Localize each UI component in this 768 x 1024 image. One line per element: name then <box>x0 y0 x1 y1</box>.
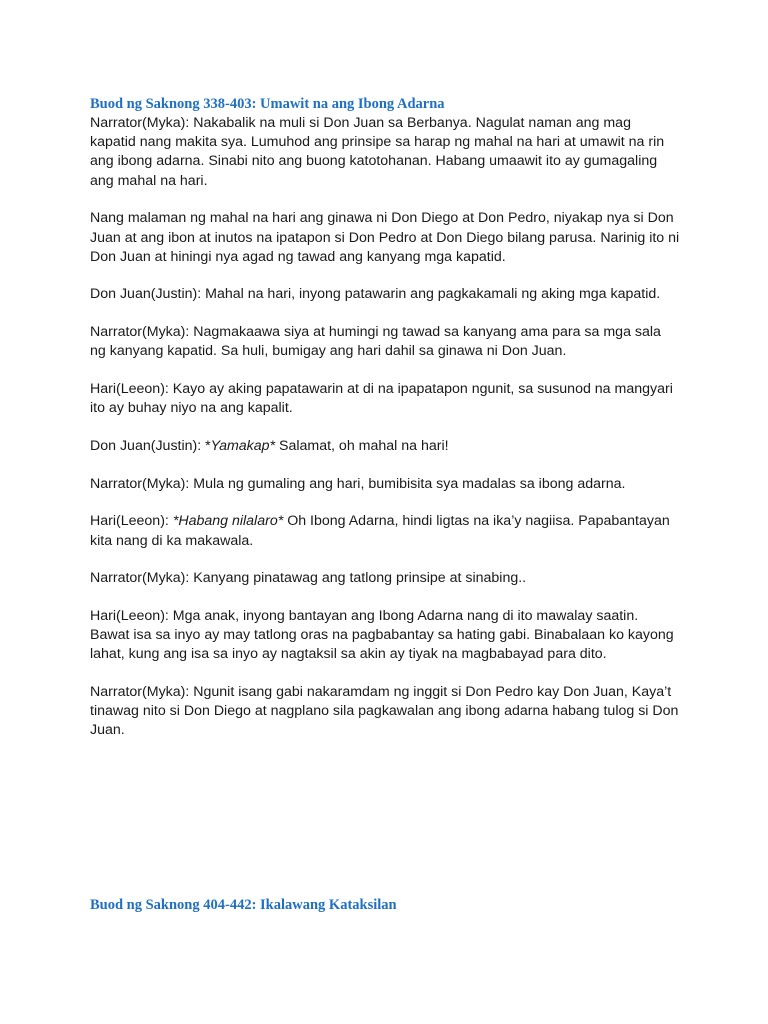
paragraph-8 <box>90 512 680 550</box>
paragraph-5: Hari(Leeon): Kayo ay aking papatawarin at di na ipapatapon ngunit, sa susunod na mangyari ito ay buhay niyo na ang kapalit. <box>90 381 673 417</box>
paragraph-8-prefix: Hari(Leeon): <box>90 513 173 530</box>
paragraph-1: Narrator(Myka): Nakabalik na muli si Don Juan sa Berbanya. Nagulat naman ang mag kapatid nang makita sya. Lumuhod ang prinsipe sa harap ng mahal na hari at umawit na rin ang ibong adarna. Sinabi nito ang buong katotohanan. Habang umaawit ito ay gumagaling ang mahal na hari. <box>90 115 665 189</box>
paragraph-8-italic: *Habang nilalaro* <box>172 513 284 530</box>
section-heading-404-442: Buod ng Saknong 404-442: Ikalawang Kataksilan <box>90 897 397 913</box>
paragraph-6-suffix: Salamat, oh mahal na hari! <box>275 437 449 454</box>
paragraph-7: Narrator(Myka): Mula ng gumaling ang hari, bumibisita sya madalas sa ibong adarna. <box>90 475 626 492</box>
paragraph-11: Narrator(Myka): Ngunit isang gabi nakaramdam ng inggit si Don Pedro kay Don Juan, Kaya’t tinawag nito si Don Diego at nagplano sila pagkawalan ang ibong adarna habang tulog si Don Juan. <box>90 684 679 739</box>
section-heading-338-403: Buod ng Saknong 338-403: Umawit na ang Ibong Adarna <box>90 96 445 112</box>
paragraph-10: Hari(Leeon): Mga anak, inyong bantayan ang Ibong Adarna nang di ito mawalay saatin. Bawat isa sa inyo ay may tatlong oras na pagbabantay sa hating gabi. Binabalaan ko kayong lahat, kung ang isa sa inyo ay nagtaksil sa akin ay tiyak na magbabayad para dito. <box>90 607 674 663</box>
paragraph-6-prefix: Don Juan(Justin): * <box>90 437 211 454</box>
paragraph-6 <box>90 437 680 456</box>
paragraph-4: Narrator(Myka): Nagmakaawa siya at humingi ng tawad sa kanyang ama para sa mga sala ng kanyang kapatid. Sa huli, bumigay ang hari dahil sa ginawa ni Don Juan. <box>90 324 661 360</box>
paragraph-6-italic: Yamakap* <box>210 437 276 454</box>
paragraph-2: Nang malaman ng mahal na hari ang ginawa ni Don Diego at Don Pedro, niyakap nya si Don Juan at ang ibon at inutos na ipatapon si Don Pedro at Don Diego bilang parusa. Narinig ito ni Don Juan at hiningi nya agad ng tawad ang kanyang mga kapatid. <box>90 210 680 265</box>
paragraph-3: Don Juan(Justin): Mahal na hari, inyong patawarin ang pagkakamali ng aking mga kapatid. <box>90 286 661 303</box>
paragraph-9: Narrator(Myka): Kanyang pinatawag ang tatlong prinsipe at sinabing.. <box>90 570 527 587</box>
paragraph-8-suffix: Oh Ibong Adarna, hindi ligtas na ika’y nagiisa. Papabantayan kita nang di ka makawala. <box>90 513 670 549</box>
